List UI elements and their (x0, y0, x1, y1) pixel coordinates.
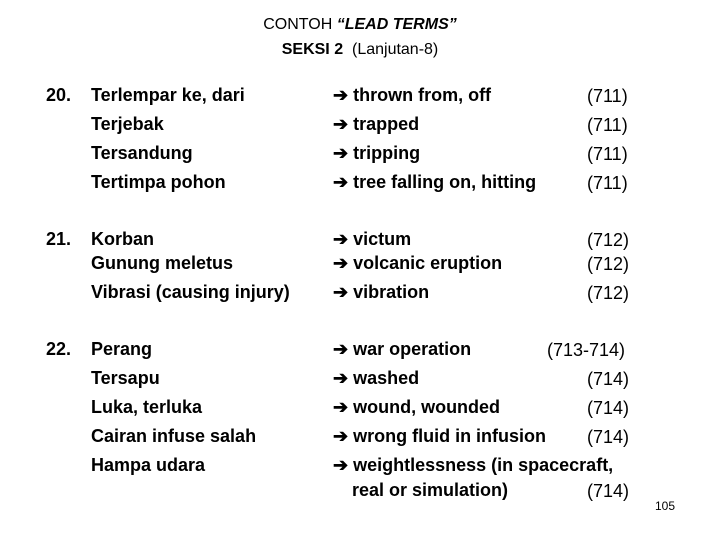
term-code: (711) (587, 173, 628, 193)
title-prefix: CONTOH (263, 16, 337, 33)
term-en: ➔ washed (333, 368, 420, 388)
term-code: (714) (587, 369, 630, 389)
term-en: ➔ weightlessness (in spacecraft, (333, 455, 614, 475)
term-id: Gunung meletus (91, 253, 234, 273)
term-code: (714) (587, 481, 630, 501)
term-code: (712) (587, 254, 630, 274)
term-en: ➔ tree falling on, hitting (333, 172, 537, 192)
title-emphasis: “LEAD TERMS” (336, 16, 457, 33)
term-en: ➔ trapped (333, 114, 420, 134)
term-en: ➔ thrown from, off (333, 85, 492, 105)
term-code: (714) (587, 398, 630, 418)
term-id: Luka, terluka (91, 397, 203, 417)
term-en: ➔ wrong fluid in infusion (333, 426, 547, 446)
term-en: ➔ vibration (333, 282, 430, 302)
subtitle-section: SEKSI 2 (281, 41, 344, 58)
term-code: (713-714) (547, 340, 626, 360)
term-id: Vibrasi (causing injury) (91, 282, 290, 302)
term-en: ➔ war operation (333, 339, 472, 359)
term-id: Terlempar ke, dari (91, 85, 245, 105)
term-id: Hampa udara (91, 455, 206, 475)
term-id: Tersapu (91, 368, 160, 388)
term-code: (712) (587, 283, 630, 303)
page-subtitle (0, 41, 720, 59)
term-id: Cairan infuse salah (91, 426, 257, 446)
term-id: Tertimpa pohon (91, 172, 226, 192)
page-title (0, 16, 720, 34)
section-number: 20. (46, 85, 72, 105)
term-code: (712) (587, 230, 630, 250)
term-id: Korban (91, 229, 154, 249)
term-id: Perang (91, 339, 153, 359)
section-number: 22. (46, 339, 72, 359)
section-number: 21. (46, 229, 72, 249)
term-code: (714) (587, 427, 630, 447)
subtitle-continuation: (Lanjutan-8) (351, 41, 439, 58)
term-id: Tersandung (91, 143, 193, 163)
term-code: (711) (587, 144, 628, 164)
term-id: Terjebak (91, 114, 164, 134)
term-en: ➔ tripping (333, 143, 421, 163)
term-code: (711) (587, 86, 628, 106)
page-number: 105 (655, 499, 676, 513)
term-en: ➔ wound, wounded (333, 397, 501, 417)
term-code: (711) (587, 115, 628, 135)
term-en: ➔ victum (333, 229, 412, 249)
term-en-continuation: real or simulation) (352, 480, 509, 500)
term-en: ➔ volcanic eruption (333, 253, 503, 273)
